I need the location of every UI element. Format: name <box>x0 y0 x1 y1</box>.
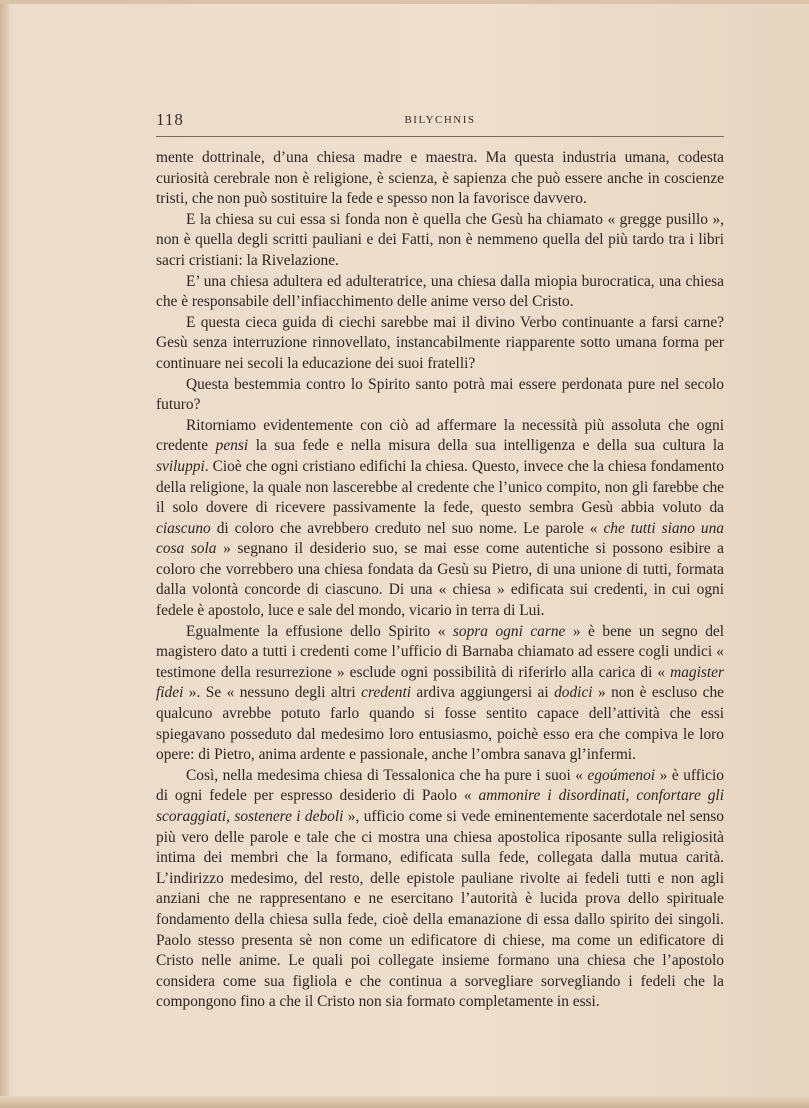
italic-text: magister fidei <box>156 663 724 702</box>
text-run: E la chiesa su cui essa si fonda non è quella che Gesù ha chiamato « gregge pusillo », non è quella degli scritti pauliani e dei Fatti, non è nemmeno quella del più tardo tra i libri sacri cristiani: la Rivelazione. <box>156 210 724 269</box>
text-run: Egualmente la effusione dello Spirito « <box>186 622 453 640</box>
paragraph <box>156 148 724 210</box>
paragraph <box>156 622 724 766</box>
italic-text: ciascuno <box>156 519 211 537</box>
text-run: » segnano il desiderio suo, se mai esse come autentiche si possono esibire a coloro che vorrebbero una chiesa fondata da Gesù su Pietro, di una unione di tutti, formata dalla volontà concorde di ciascuno. Di una « chiesa » edificata sui credenti, in cui ogni fedele è apostolo, luce e sale del mondo, vicario in terra di Lui. <box>156 540 725 620</box>
page-top-edge <box>0 0 809 4</box>
paragraph <box>156 766 724 1013</box>
page-bottom-edge <box>0 1096 809 1108</box>
italic-text: sopra ogni carne <box>452 622 566 640</box>
italic-text: che tutti siano una cosa sola <box>156 519 724 558</box>
text-run: » non è escluso che qualcuno avrebbe potuto farlo quando si fosse sentito capace dell’attività che essi spiegavano posseduto dal medesimo loro entusiasmo, poichè esso era che compiva le loro opere: di Pietro, anima ardente e passionale, anche l’ombra sanava gl’infermi. <box>156 684 724 764</box>
text-run: mente dottrinale, d’una chiesa madre e maestra. Ma questa industria umana, codesta curiosità cerebrale non è religione, è scienza, è sapienza che può essere anche in coscienze tristi, che non può sostituire la fede e spesso non la favorisce davvero. <box>156 149 724 208</box>
italic-text: pensi <box>215 437 249 455</box>
paragraph <box>156 272 724 313</box>
text-run: » è ufficio di ogni fedele per espresso desiderio di Paolo « <box>156 766 724 805</box>
page-number: 118 <box>156 110 184 129</box>
text-run: E questa cieca guida di ciechi sarebbe mai il divino Verbo continuante a farsi carne? Gesù senza interruzione rinnovellato, instancabilmente riapparente sotto umana forma per continuare nei secoli la educazione dei suoi fratelli? <box>156 313 724 372</box>
text-run: Questa bestemmia contro lo Spirito santo potrà mai essere perdonata pure nel secolo futuro? <box>156 375 724 414</box>
text-run: E’ una chiesa adultera ed adulteratrice, una chiesa dalla miopia burocratica, una chiesa che è responsabile dell’infiacchimento delle anime verso del Cristo. <box>156 272 724 311</box>
italic-text: credenti <box>361 684 411 702</box>
italic-text: ammonire i disordinati, confortare gli scoraggiati, sostenere i deboli <box>156 787 724 825</box>
paragraph <box>156 313 724 375</box>
page-left-edge <box>0 0 9 1108</box>
running-title: BILYCHNIS <box>404 114 476 126</box>
text-run: » è bene un segno del magistero dato a tutti i credenti come l’ufficio di Barnaba chiamato ad essere cogli undici « testimone della resurrezione » esclude ogni possibilità di riferirlo alla carica di « <box>156 622 724 681</box>
italic-text: sviluppi <box>156 457 205 475</box>
text-run: la sua fede e nella misura della sua intelligenza e della sua cultura la <box>248 437 724 455</box>
text-run: ardiva aggiungersi ai <box>411 684 555 702</box>
body-text <box>156 148 724 1013</box>
text-run: Così, nella medesima chiesa di Tessalonica che ha pure i suoi « <box>186 766 588 784</box>
text-run: . Cioè che ogni cristiano edifichi la chiesa. Questo, invece che la chiesa fondamento della religione, la quale non lascerebbe al credente che l’unico compito, non gli farebbe che il solo dovere di ricevere passivamente la fede, questo sembra Gesù abbia voluto da <box>156 457 724 517</box>
italic-text: dodici <box>554 684 593 702</box>
italic-text: egoúmenoi <box>587 766 656 784</box>
text-run: », ufficio come si vede eminentemente sacerdotale nel senso più vero delle parole e tale che ci mostra una chiesa apostolica riposante sulla religiosità intima dei membri che la formano, edificata sulla fede, collegata dalla mutua carità. L’indirizzo medesimo, del resto, delle epistole pauliane rivolte ai fedeli tutti e non agli anziani che ne rappresentano e ne esercitano l’autorità è lucida prova dello spirituale fondamento della chiesa sulla fede, cioè della emanazione di essa dallo spirito dei singoli. Paolo stesso presenta sè non come un edificatore di chiese, ma come un edificatore di Cristo nelle anime. Le quali poi collegate insieme formano una chiesa che l’apostolo considera come sua figliola e che continua a sorvegliare sorvegliando i fedeli che la compongono fino a che il Cristo non sia formato completamente in essi. <box>156 808 724 1011</box>
paragraph <box>156 210 724 272</box>
paragraph <box>156 416 724 622</box>
text-run: ». Se « nessuno degli altri <box>183 684 362 702</box>
page-header <box>156 110 724 137</box>
paragraph <box>156 375 724 416</box>
text-run: di coloro che avrebbero creduto nel suo nome. Le parole « <box>210 519 604 537</box>
text-run: Ritorniamo evidentemente con ciò ad affermare la necessità più assoluta che ogni credente <box>156 416 724 455</box>
